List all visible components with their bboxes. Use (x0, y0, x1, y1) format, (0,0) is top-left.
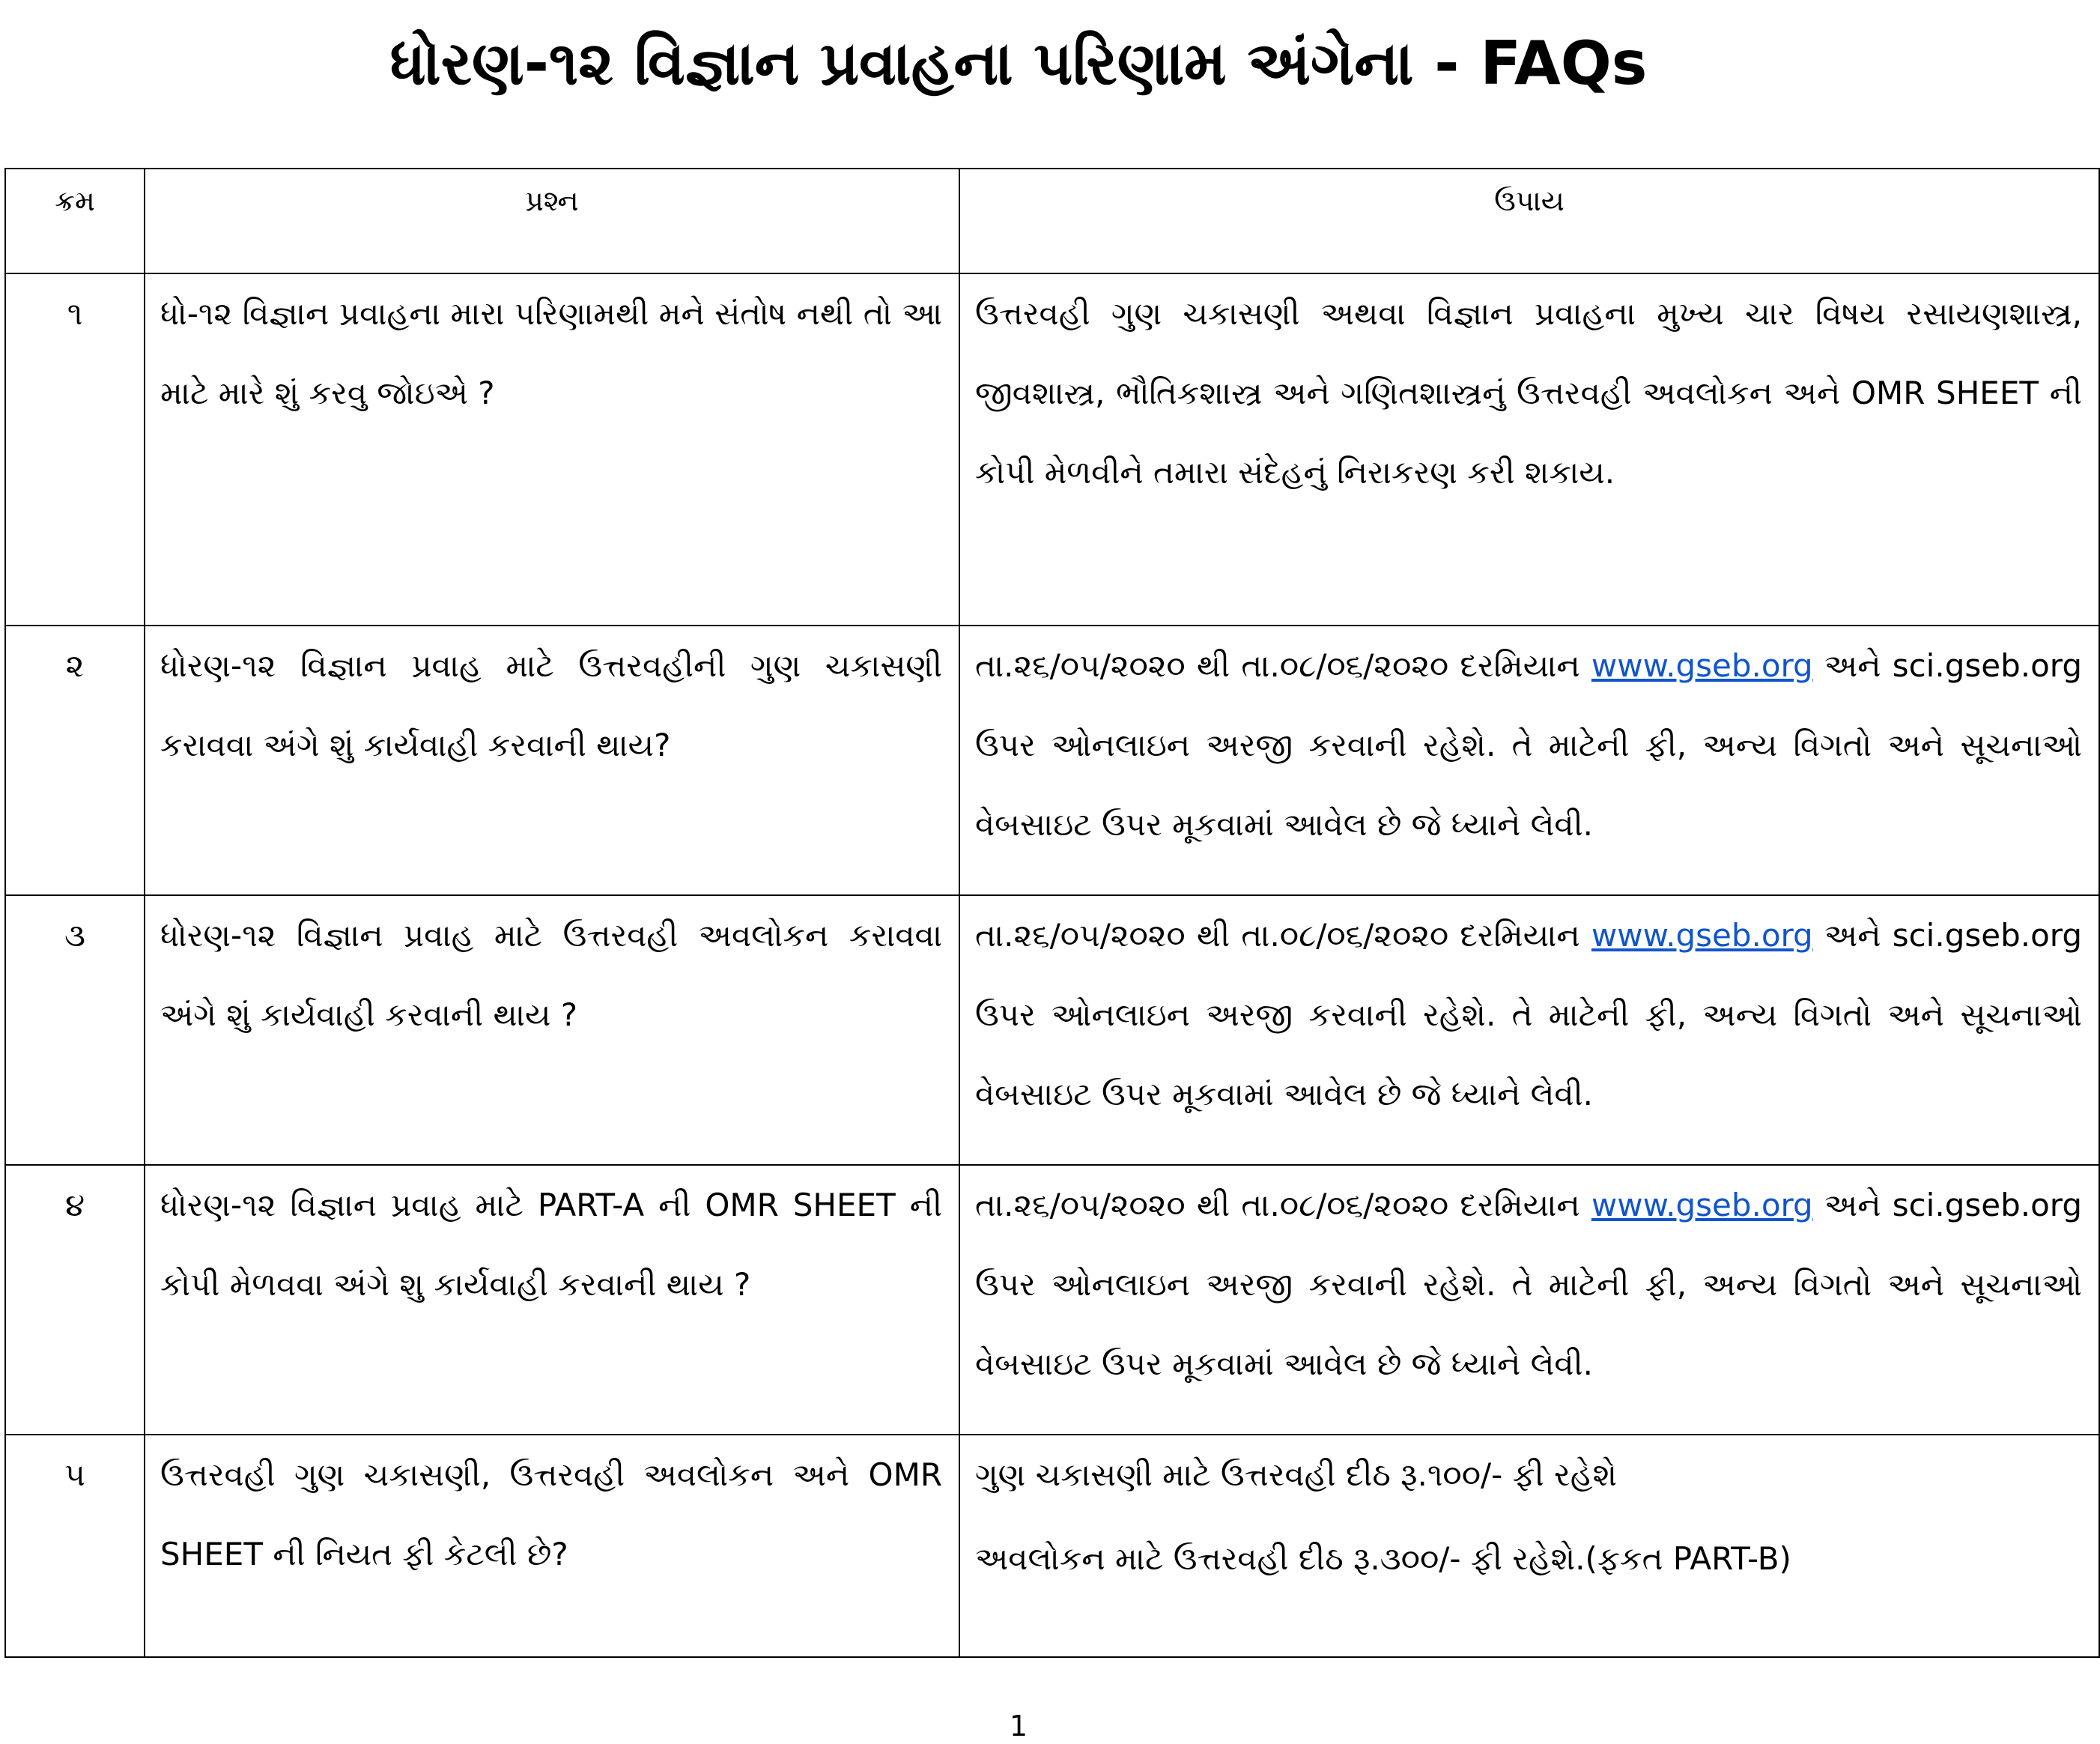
question-cell: ધોરણ-૧૨ વિજ્ઞાન પ્રવાહ માટે PART-A ની OMR SHEET ની કોપી મેળવવા અંગે શુ કાર્યવાહી કરવાની થાય ? (145, 1165, 959, 1435)
fee-line-verification: ગુણ ચકાસણી માટે ઉત્તરવહી દીઠ રૂ.૧૦૦/- ફી રહેશે (975, 1456, 1617, 1493)
answer-cell (959, 1165, 2099, 1435)
table-row (5, 895, 2099, 1165)
row-number: ૨ (5, 626, 145, 895)
gseb-website-link[interactable]: www.gseb.org (1591, 917, 1813, 954)
table-row (5, 626, 2099, 895)
answer-cell (959, 1435, 2099, 1657)
answer-text-before-link: તા.૨૬/૦૫/૨૦૨૦ થી તા.૦૮/૦૬/૨૦૨૦ દરમિયાન (975, 917, 1580, 954)
table-row (5, 1165, 2099, 1435)
column-header-answer: ઉપાય (959, 169, 2099, 273)
column-header-number: ક્રમ (5, 169, 145, 273)
answer-text-after-link: અને sci.gseb.org ઉપર ઓનલાઇન અરજી કરવાની રહેશે. તે માટેની ફી, અન્ય વિગતો અને સૂચનાઓ વેબસાઇટ ઉપર મૂકવામાં આવેલ છે જે ધ્યાને લેવી. (975, 917, 2082, 1112)
answer-cell (959, 626, 2099, 895)
question-cell: ધોરણ-૧૨ વિજ્ઞાન પ્રવાહ માટે ઉત્તરવહીની ગુણ ચકાસણી કરાવવા અંગે શું કાર્યવાહી કરવાની થાય? (145, 626, 959, 895)
answer-text-after-link: અને sci.gseb.org ઉપર ઓનલાઇન અરજી કરવાની રહેશે. તે માટેની ફી, અન્ય વિગતો અને સૂચનાઓ વેબસાઇટ ઉપર મૂકવામાં આવેલ છે જે ધ્યાને લેવી. (975, 647, 2082, 843)
answer-text-after-link: અને sci.gseb.org ઉપર ઓનલાઇન અરજી કરવાની રહેશે. તે માટેની ફી, અન્ય વિગતો અને સૂચનાઓ વેબસાઇટ ઉપર મૂકવામાં આવેલ છે જે ધ્યાને લેવી. (975, 1187, 2082, 1382)
answer-cell: ઉત્તરવહી ગુણ ચકાસણી અથવા વિજ્ઞાન પ્રવાહના મુખ્ય ચાર વિષય રસાયણશાસ્ત્ર, જીવશાસ્ત્ર, ભૌતિકશાસ્ત્ર અને ગણિતશાસ્ત્રનું ઉત્તરવહી અવલોકન અને OMR SHEET ની કોપી મેળવીને તમારા સંદેહનું નિરાકરણ કરી શકાય. (959, 273, 2099, 626)
gseb-website-link[interactable]: www.gseb.org (1591, 647, 1813, 684)
question-cell: ધો-૧૨ વિજ્ઞાન પ્રવાહના મારા પરિણામથી મને સંતોષ નથી તો આ માટે મારે શું કરવુ જોઇએ ? (145, 273, 959, 626)
question-cell: ઉત્તરવહી ગુણ ચકાસણી, ઉત્તરવહી અવલોકન અને OMR SHEET ની નિયત ફી કેટલી છે? (145, 1435, 959, 1657)
fee-line-inspection: અવલોકન માટે ઉત્તરવહી દીઠ રૂ.૩૦૦/- ફી રહેશે.(ફકત PART-B) (975, 1540, 1791, 1577)
row-number: ૩ (5, 895, 145, 1165)
question-cell: ધોરણ-૧૨ વિજ્ઞાન પ્રવાહ માટે ઉત્તરવહી અવલોકન કરાવવા અંગે શું કાર્યવાહી કરવાની થાય ? (145, 895, 959, 1165)
answer-text-before-link: તા.૨૬/૦૫/૨૦૨૦ થી તા.૦૮/૦૬/૨૦૨૦ દરમિયાન (975, 1187, 1580, 1223)
row-number: ૪ (5, 1165, 145, 1435)
answer-text-before-link: તા.૨૬/૦૫/૨૦૨૦ થી તા.૦૮/૦૬/૨૦૨૦ દરમિયાન (975, 647, 1580, 684)
table-header-row (5, 169, 2099, 273)
row-number: ૧ (5, 273, 145, 626)
faq-table (4, 168, 2100, 1658)
answer-cell (959, 895, 2099, 1165)
page-number: 1 (1009, 1710, 1028, 1743)
table-row (5, 1435, 2099, 1657)
table-row (5, 273, 2099, 626)
page-title: ધોરણ-૧૨ વિજ્ઞાન પ્રવાહના પરિણામ અંગેના - FAQs (389, 28, 1648, 98)
row-number: ૫ (5, 1435, 145, 1657)
column-header-question: પ્રશ્ન (145, 169, 959, 273)
gseb-website-link[interactable]: www.gseb.org (1591, 1187, 1813, 1223)
